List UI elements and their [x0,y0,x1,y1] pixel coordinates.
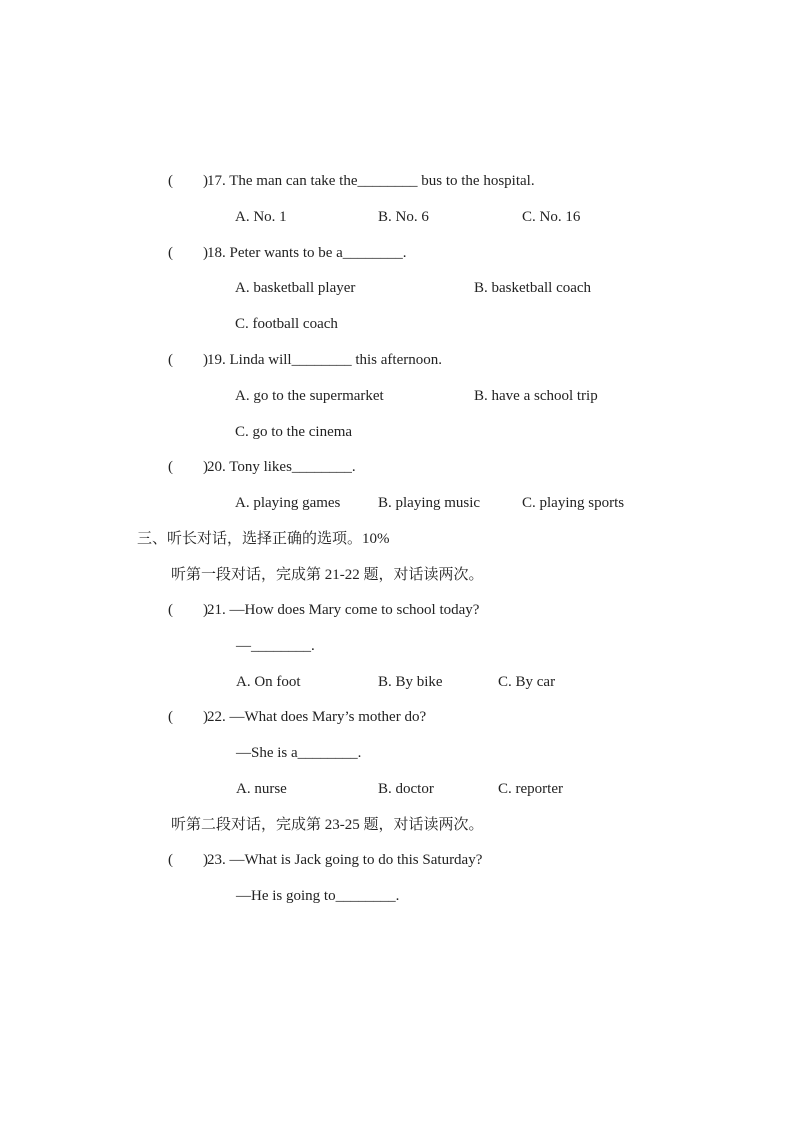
answer-paren: ( ) [168,602,208,618]
answer-line: —He is going to________. [236,888,400,904]
section-instruction: 听第二段对话，完成第 23-25 题，对话读两次。 [171,817,484,833]
question-stem: 22. —What does Mary’s mother do? [207,709,427,725]
option-b: B. No. 6 [378,209,429,225]
section-heading: 三、听长对话，选择正确的选项。10% [137,531,390,547]
option-b: B. doctor [378,781,434,797]
answer-line: —________. [236,638,315,654]
option-c: C. By car [498,674,556,690]
option-b: B. By bike [378,674,443,690]
option-c: C. reporter [498,781,563,797]
option-a: A. No. 1 [235,209,287,225]
section-instruction: 听第一段对话，完成第 21-22 题，对话读两次。 [171,567,484,583]
option-b: B. basketball coach [474,280,592,296]
answer-paren: ( ) [168,709,208,725]
question-stem: 17. The man can take the________ bus to the hospital. [207,173,535,189]
option-b: B. playing music [378,495,481,511]
option-c: C. playing sports [522,495,625,511]
option-a: A. On foot [236,674,301,690]
option-c: C. go to the cinema [235,424,353,440]
option-c: C. No. 16 [522,209,581,225]
option-c: C. football coach [235,316,338,332]
option-a: A. basketball player [235,280,356,296]
answer-paren: ( ) [168,852,208,868]
answer-paren: ( ) [168,245,208,261]
answer-paren: ( ) [168,352,208,368]
option-b: B. have a school trip [474,388,598,404]
answer-paren: ( ) [168,173,208,189]
question-stem: 20. Tony likes________. [207,459,356,475]
question-stem: 21. —How does Mary come to school today? [207,602,480,618]
answer-paren: ( ) [168,459,208,475]
question-stem: 19. Linda will________ this afternoon. [207,352,442,368]
option-a: A. nurse [236,781,287,797]
option-a: A. go to the supermarket [235,388,384,404]
option-a: A. playing games [235,495,341,511]
answer-line: —She is a________. [236,745,362,761]
question-stem: 23. —What is Jack going to do this Saturday? [207,852,483,868]
question-stem: 18. Peter wants to be a________. [207,245,407,261]
